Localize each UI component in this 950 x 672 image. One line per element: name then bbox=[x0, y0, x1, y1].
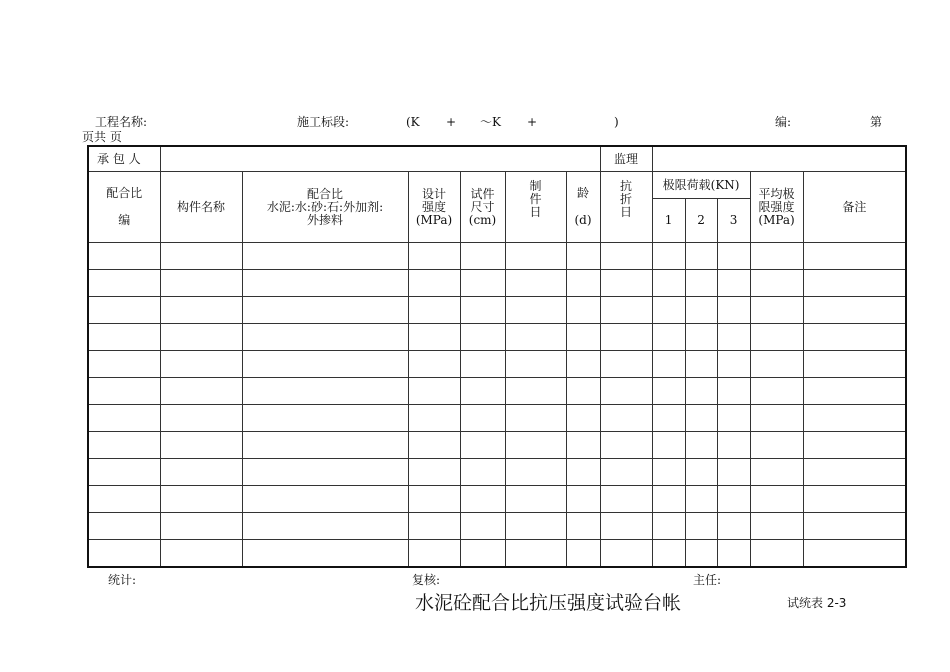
col-mix-no-line1: 配合比 bbox=[106, 186, 143, 200]
table-row bbox=[88, 297, 906, 324]
table-cell[interactable] bbox=[803, 432, 906, 459]
table-cell[interactable] bbox=[242, 270, 408, 297]
chainage-plus-2: + bbox=[527, 115, 538, 129]
table-cell[interactable] bbox=[408, 297, 460, 324]
table-cell[interactable] bbox=[242, 351, 408, 378]
col-test-date-line2: 折 bbox=[620, 192, 633, 206]
director-label: 主任: bbox=[693, 573, 722, 587]
table-cell[interactable] bbox=[242, 540, 408, 568]
table-cell[interactable] bbox=[600, 513, 652, 540]
table-cell[interactable] bbox=[408, 432, 460, 459]
table-cell[interactable] bbox=[242, 513, 408, 540]
table-cell[interactable] bbox=[803, 270, 906, 297]
col-design-strength-line2: 强度 bbox=[421, 199, 446, 214]
table-cell[interactable] bbox=[408, 324, 460, 351]
table-cell[interactable] bbox=[803, 459, 906, 486]
table-cell[interactable] bbox=[160, 432, 242, 459]
table-cell[interactable] bbox=[505, 324, 566, 351]
table-cell[interactable] bbox=[685, 405, 717, 432]
table-cell[interactable] bbox=[750, 297, 803, 324]
table-cell[interactable] bbox=[717, 432, 750, 459]
table-cell[interactable] bbox=[505, 459, 566, 486]
table-cell[interactable] bbox=[505, 513, 566, 540]
table-cell[interactable] bbox=[600, 486, 652, 513]
table-cell[interactable] bbox=[460, 459, 505, 486]
table-cell[interactable] bbox=[408, 486, 460, 513]
table-row bbox=[88, 243, 906, 270]
col-mix-no-header bbox=[88, 172, 160, 243]
table-cell[interactable] bbox=[566, 270, 600, 297]
col-specimen-size-line2: 尺寸 bbox=[470, 199, 495, 214]
col-test-date-header bbox=[600, 172, 652, 243]
table-cell[interactable] bbox=[750, 351, 803, 378]
col-remarks-header: 备注 bbox=[803, 172, 906, 243]
table-cell[interactable] bbox=[505, 405, 566, 432]
table-cell[interactable] bbox=[652, 297, 685, 324]
col-member-name-header: 构件名称 bbox=[160, 172, 242, 243]
table-cell[interactable] bbox=[685, 432, 717, 459]
table-cell[interactable] bbox=[460, 270, 505, 297]
table-cell[interactable] bbox=[750, 378, 803, 405]
header-row-1 bbox=[88, 172, 906, 199]
table-cell[interactable] bbox=[717, 324, 750, 351]
table-cell[interactable] bbox=[750, 486, 803, 513]
col-test-date-line1: 抗 bbox=[620, 179, 633, 193]
table-cell[interactable] bbox=[242, 378, 408, 405]
table-cell[interactable] bbox=[750, 513, 803, 540]
table-cell[interactable] bbox=[160, 405, 242, 432]
table-cell[interactable] bbox=[566, 513, 600, 540]
table-cell[interactable] bbox=[505, 243, 566, 270]
table-cell[interactable] bbox=[242, 405, 408, 432]
table-cell[interactable] bbox=[803, 486, 906, 513]
table-cell[interactable] bbox=[685, 297, 717, 324]
form-number: 试统表 2-3 bbox=[787, 596, 847, 610]
contractor-row bbox=[88, 146, 906, 172]
col-mix-ratio-line1: 配合比 bbox=[306, 186, 343, 201]
col-made-date-line3: 日 bbox=[529, 205, 542, 219]
table-cell[interactable] bbox=[717, 270, 750, 297]
table-cell[interactable] bbox=[652, 324, 685, 351]
table-row bbox=[88, 270, 906, 297]
table-cell[interactable] bbox=[652, 432, 685, 459]
load-sub-2: 2 bbox=[685, 199, 717, 243]
table-cell[interactable] bbox=[566, 243, 600, 270]
table-cell[interactable] bbox=[566, 540, 600, 568]
table-cell[interactable] bbox=[88, 405, 160, 432]
table-cell[interactable] bbox=[88, 432, 160, 459]
table-cell[interactable] bbox=[460, 243, 505, 270]
chainage-to: ～K bbox=[480, 115, 501, 129]
ledger-table bbox=[87, 145, 907, 568]
table-cell[interactable] bbox=[717, 243, 750, 270]
chainage-plus-1: + bbox=[446, 115, 457, 129]
table-cell[interactable] bbox=[600, 297, 652, 324]
table-cell[interactable] bbox=[88, 486, 160, 513]
col-made-date-line1: 制 bbox=[529, 179, 542, 193]
table-cell[interactable] bbox=[600, 243, 652, 270]
table-cell[interactable] bbox=[505, 378, 566, 405]
contractor-label: 承 包 人 bbox=[88, 146, 160, 172]
table-cell[interactable] bbox=[88, 459, 160, 486]
table-cell[interactable] bbox=[460, 540, 505, 568]
col-made-date-line2: 件 bbox=[529, 192, 542, 206]
table-cell[interactable] bbox=[460, 432, 505, 459]
table-cell[interactable] bbox=[505, 540, 566, 568]
table-cell[interactable] bbox=[600, 459, 652, 486]
table-cell[interactable] bbox=[717, 540, 750, 568]
load-sub-1: 1 bbox=[652, 199, 685, 243]
table-cell[interactable] bbox=[88, 270, 160, 297]
document-title: 水泥砼配合比抗压强度试验台帐 bbox=[415, 592, 682, 614]
table-cell[interactable] bbox=[160, 351, 242, 378]
table-cell[interactable] bbox=[88, 324, 160, 351]
table-cell[interactable] bbox=[717, 513, 750, 540]
table-cell[interactable] bbox=[750, 459, 803, 486]
table-row bbox=[88, 513, 906, 540]
table-cell[interactable] bbox=[803, 297, 906, 324]
table-cell[interactable] bbox=[685, 351, 717, 378]
table-cell[interactable] bbox=[685, 378, 717, 405]
section-label: 施工标段: bbox=[297, 115, 350, 129]
table-cell[interactable] bbox=[505, 270, 566, 297]
table-cell[interactable] bbox=[566, 351, 600, 378]
table-cell[interactable] bbox=[460, 297, 505, 324]
table-cell[interactable] bbox=[408, 513, 460, 540]
table-cell[interactable] bbox=[160, 270, 242, 297]
table-cell[interactable] bbox=[717, 459, 750, 486]
col-design-strength-header bbox=[408, 172, 460, 243]
table-cell[interactable] bbox=[566, 459, 600, 486]
table-cell[interactable] bbox=[652, 459, 685, 486]
chainage-open: (K bbox=[406, 115, 420, 129]
table-cell[interactable] bbox=[242, 459, 408, 486]
col-mix-ratio-line3: 外掺料 bbox=[306, 212, 343, 227]
table-cell[interactable] bbox=[652, 513, 685, 540]
table-cell[interactable] bbox=[242, 324, 408, 351]
table-cell[interactable] bbox=[803, 405, 906, 432]
col-avg-strength-header bbox=[750, 172, 803, 243]
table-cell[interactable] bbox=[652, 243, 685, 270]
col-mix-ratio-line2: 水泥:水:砂:石:外加剂: bbox=[266, 199, 384, 214]
table-cell[interactable] bbox=[566, 378, 600, 405]
contractor-value[interactable] bbox=[160, 146, 600, 172]
table-cell[interactable] bbox=[717, 405, 750, 432]
table-cell[interactable] bbox=[408, 378, 460, 405]
col-ultimate-load-header: 极限荷载(KN) bbox=[652, 172, 750, 199]
table-cell[interactable] bbox=[600, 270, 652, 297]
table-cell[interactable] bbox=[803, 513, 906, 540]
table-cell[interactable] bbox=[652, 270, 685, 297]
table-cell[interactable] bbox=[505, 432, 566, 459]
table-cell[interactable] bbox=[88, 351, 160, 378]
table-cell[interactable] bbox=[685, 243, 717, 270]
table-cell[interactable] bbox=[566, 297, 600, 324]
table-cell[interactable] bbox=[505, 351, 566, 378]
table-row bbox=[88, 486, 906, 513]
table-cell[interactable] bbox=[717, 486, 750, 513]
stats-label: 统计: bbox=[108, 573, 137, 587]
table-cell[interactable] bbox=[408, 540, 460, 568]
table-cell[interactable] bbox=[750, 324, 803, 351]
table-cell[interactable] bbox=[88, 378, 160, 405]
table-cell[interactable] bbox=[160, 486, 242, 513]
table-cell[interactable] bbox=[242, 243, 408, 270]
page-total-line: 页共 页 bbox=[82, 130, 122, 144]
table-cell[interactable] bbox=[750, 270, 803, 297]
table-row bbox=[88, 351, 906, 378]
table-row bbox=[88, 324, 906, 351]
col-specimen-size-header bbox=[460, 172, 505, 243]
table-cell[interactable] bbox=[505, 486, 566, 513]
table-cell[interactable] bbox=[685, 486, 717, 513]
table-cell[interactable] bbox=[750, 432, 803, 459]
table-cell[interactable] bbox=[160, 324, 242, 351]
col-mix-no-line2: 编 bbox=[118, 213, 131, 227]
table-cell[interactable] bbox=[600, 432, 652, 459]
table-cell[interactable] bbox=[803, 243, 906, 270]
table-cell[interactable] bbox=[160, 297, 242, 324]
table-cell[interactable] bbox=[803, 540, 906, 568]
table-cell[interactable] bbox=[685, 513, 717, 540]
table-row bbox=[88, 459, 906, 486]
table-cell[interactable] bbox=[803, 324, 906, 351]
table-cell[interactable] bbox=[652, 351, 685, 378]
table-cell[interactable] bbox=[505, 297, 566, 324]
table-cell[interactable] bbox=[803, 351, 906, 378]
supervisor-value[interactable] bbox=[652, 146, 906, 172]
col-test-date-line3: 日 bbox=[620, 205, 633, 219]
table-cell[interactable] bbox=[652, 540, 685, 568]
table-cell[interactable] bbox=[600, 405, 652, 432]
table-cell[interactable] bbox=[460, 324, 505, 351]
table-cell[interactable] bbox=[88, 540, 160, 568]
table-cell[interactable] bbox=[652, 405, 685, 432]
table-cell[interactable] bbox=[750, 540, 803, 568]
table-row bbox=[88, 378, 906, 405]
table-cell[interactable] bbox=[803, 378, 906, 405]
edit-label: 编: bbox=[775, 115, 792, 129]
col-design-strength-line1: 设计 bbox=[421, 186, 446, 201]
table-cell[interactable] bbox=[408, 351, 460, 378]
table-cell[interactable] bbox=[242, 432, 408, 459]
table-cell[interactable] bbox=[160, 540, 242, 568]
col-design-strength-line3: (MPa) bbox=[415, 212, 453, 227]
table-cell[interactable] bbox=[88, 243, 160, 270]
table-cell[interactable] bbox=[460, 513, 505, 540]
col-age-header bbox=[566, 172, 600, 243]
table-cell[interactable] bbox=[566, 324, 600, 351]
table-cell[interactable] bbox=[88, 513, 160, 540]
table-cell[interactable] bbox=[652, 378, 685, 405]
project-name-label: 工程名称: bbox=[95, 115, 148, 129]
table-cell[interactable] bbox=[566, 432, 600, 459]
col-age-line1: 龄 bbox=[577, 186, 590, 200]
table-cell[interactable] bbox=[600, 540, 652, 568]
table-row bbox=[88, 405, 906, 432]
table-cell[interactable] bbox=[566, 486, 600, 513]
col-mix-ratio-header bbox=[242, 172, 408, 243]
col-avg-strength-line2: 限强度 bbox=[758, 199, 795, 214]
supervisor-label: 监理 bbox=[600, 146, 652, 172]
table-cell[interactable] bbox=[88, 297, 160, 324]
table-cell[interactable] bbox=[717, 351, 750, 378]
table-cell[interactable] bbox=[685, 540, 717, 568]
table-cell[interactable] bbox=[408, 405, 460, 432]
table-cell[interactable] bbox=[460, 378, 505, 405]
table-cell[interactable] bbox=[408, 270, 460, 297]
table-cell[interactable] bbox=[685, 324, 717, 351]
table-cell[interactable] bbox=[242, 297, 408, 324]
table-cell[interactable] bbox=[652, 486, 685, 513]
table-cell[interactable] bbox=[160, 378, 242, 405]
col-specimen-size-line1: 试件 bbox=[470, 186, 495, 201]
table-cell[interactable] bbox=[600, 351, 652, 378]
page-label: 第 bbox=[870, 115, 883, 129]
table-cell[interactable] bbox=[460, 486, 505, 513]
col-specimen-size-line3: (cm) bbox=[468, 212, 497, 227]
chainage-close: ) bbox=[614, 115, 619, 129]
table-cell[interactable] bbox=[460, 351, 505, 378]
col-avg-strength-line1: 平均极 bbox=[758, 186, 795, 201]
table-cell[interactable] bbox=[717, 297, 750, 324]
table-row bbox=[88, 432, 906, 459]
table-cell[interactable] bbox=[685, 270, 717, 297]
col-made-date-header bbox=[505, 172, 566, 243]
col-avg-strength-line3: (MPa) bbox=[758, 212, 795, 227]
table-cell[interactable] bbox=[408, 243, 460, 270]
table-cell[interactable] bbox=[460, 405, 505, 432]
table-cell[interactable] bbox=[566, 405, 600, 432]
review-label: 复核: bbox=[412, 573, 441, 587]
table-cell[interactable] bbox=[600, 378, 652, 405]
data-body bbox=[88, 243, 906, 568]
table-cell[interactable] bbox=[160, 513, 242, 540]
table-cell[interactable] bbox=[750, 405, 803, 432]
table-cell[interactable] bbox=[160, 243, 242, 270]
table-row bbox=[88, 540, 906, 568]
table-cell[interactable] bbox=[750, 243, 803, 270]
table-cell[interactable] bbox=[685, 459, 717, 486]
table-cell[interactable] bbox=[717, 378, 750, 405]
table-cell[interactable] bbox=[408, 459, 460, 486]
col-age-line2: (d) bbox=[574, 213, 592, 227]
load-sub-3: 3 bbox=[717, 199, 750, 243]
table-cell[interactable] bbox=[242, 486, 408, 513]
table-cell[interactable] bbox=[600, 324, 652, 351]
table-cell[interactable] bbox=[160, 459, 242, 486]
